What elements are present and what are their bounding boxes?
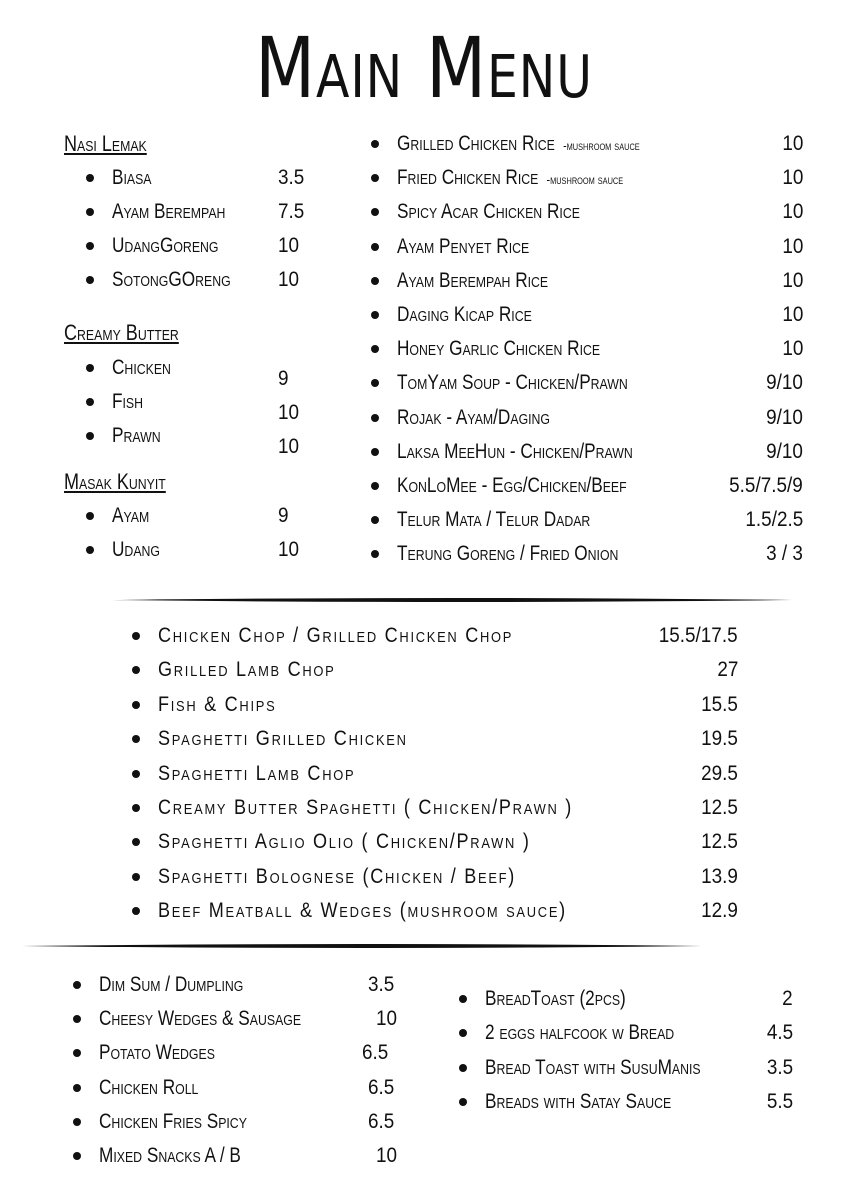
menu-item-name — [397, 298, 532, 332]
menu-item-price: 19.5 — [701, 727, 738, 751]
menu-item-price: 5.5 — [766, 1090, 793, 1114]
bullet-icon — [371, 414, 379, 422]
menu-item-price: 3.5 — [766, 1055, 793, 1079]
menu-item-name-text: Grilled Lamb Chop — [158, 658, 336, 682]
menu-item-name-text: SotongGOreng — [112, 268, 231, 291]
menu-item-price: 10 — [278, 435, 300, 458]
bullet-icon — [132, 770, 140, 778]
menu-item — [0, 1051, 848, 1085]
menu-item-name-text: Potato Wedges — [99, 1041, 215, 1065]
menu-item-name — [397, 230, 529, 264]
bullet-icon — [371, 345, 379, 353]
bullet-icon — [132, 666, 140, 674]
menu-item-name-text: Spaghetti Bolognese (Chicken / Beef) — [158, 864, 517, 888]
section-heading-creamy-butter: Creamy Butter — [64, 320, 179, 345]
menu-item-price: 2 — [782, 987, 793, 1010]
menu-item-name — [158, 894, 567, 928]
bullet-icon — [371, 516, 379, 524]
menu-item-name — [485, 982, 626, 1016]
menu-item-name — [397, 401, 550, 435]
menu-item — [0, 435, 848, 469]
menu-item-name-text: BreadToast (2pcs) — [485, 987, 626, 1010]
menu-item-name-text: Bread Toast with SusuManis — [485, 1055, 701, 1079]
bullet-icon — [371, 140, 379, 148]
menu-item-name-text: Chicken Chop / Grilled Chicken Chop — [158, 624, 514, 647]
menu-item-price: 9/10 — [766, 405, 803, 429]
menu-item-name — [158, 860, 516, 894]
section-divider — [112, 596, 792, 604]
menu-item — [0, 1016, 848, 1050]
menu-item-price: 10 — [278, 538, 300, 561]
menu-item — [0, 619, 848, 653]
menu-item-name — [485, 1016, 674, 1050]
menu-item-price: 10 — [781, 303, 803, 326]
menu-item-name — [158, 619, 513, 653]
menu-item-price: 27 — [716, 658, 738, 682]
menu-item-price: 6.5 — [368, 1109, 395, 1133]
menu-item — [0, 332, 848, 366]
menu-item — [0, 825, 848, 859]
menu-item-price: 13.9 — [701, 864, 738, 888]
menu-item-price: 6.5 — [368, 1075, 395, 1099]
menu-item-name — [397, 366, 628, 400]
menu-item-name-text: Udang — [112, 538, 160, 561]
menu-item — [0, 298, 848, 332]
menu-item — [0, 230, 848, 264]
menu-item-name — [99, 1139, 241, 1173]
menu-item-note: -mushroom sauce — [563, 138, 640, 153]
menu-item-name-text: Fried Chicken Rice — [397, 166, 539, 190]
menu-item-name-text: Spaghetti Lamb Chop — [158, 761, 356, 785]
bullet-icon — [73, 1152, 81, 1160]
menu-item-name-text: UdangGoreng — [112, 234, 219, 257]
menu-item — [0, 757, 848, 791]
bullet-icon — [371, 311, 379, 319]
menu-item-price: 5.5/7.5/9 — [729, 474, 803, 497]
menu-item-name-text: Spicy Acar Chicken Rice — [397, 200, 580, 224]
menu-item-name-text: Beef Meatball & Wedges (mushroom sauce) — [158, 899, 567, 923]
menu-item-name-text: 2 eggs halfcook w Bread — [485, 1021, 675, 1045]
menu-item — [0, 1139, 848, 1173]
menu-item-name-text: Telur Mata / Telur Dadar — [397, 508, 591, 532]
menu-item-name-text: TomYam Soup - Chicken/Prawn — [397, 371, 628, 395]
menu-item-name-text: Mixed Snacks A / B — [99, 1144, 241, 1167]
menu-item-price: 9 — [278, 504, 289, 527]
menu-item-name — [158, 791, 573, 825]
bullet-icon — [371, 277, 379, 285]
bullet-icon — [459, 1029, 467, 1037]
menu-item-name — [485, 1085, 671, 1119]
menu-item — [0, 537, 848, 571]
bullet-icon — [132, 838, 140, 846]
menu-item-price: 10 — [278, 234, 300, 257]
menu-item-name — [397, 469, 627, 503]
bullet-icon — [132, 873, 140, 881]
menu-item-price: 9/10 — [766, 371, 803, 395]
menu-item-price: 3.5 — [368, 973, 395, 996]
menu-item-name — [158, 757, 355, 791]
bullet-icon — [132, 701, 140, 709]
menu-item — [0, 195, 848, 229]
menu-item — [0, 860, 848, 894]
menu-item-name-text: Fish & Chips — [158, 692, 277, 716]
menu-item-price: 10 — [781, 166, 803, 190]
menu-item-price: 4.5 — [766, 1021, 793, 1045]
menu-item-price: 10 — [781, 132, 803, 155]
menu-item-name — [158, 688, 276, 722]
bullet-icon — [371, 174, 379, 182]
menu-item — [0, 366, 848, 400]
menu-item — [0, 161, 848, 195]
bullet-icon — [132, 907, 140, 915]
bullet-icon — [371, 208, 379, 216]
menu-item-name-text: Rojak - Ayam/Daging — [397, 405, 551, 429]
menu-item-name — [397, 435, 633, 469]
menu-item-name-text: Cheesy Wedges & Sausage — [99, 1007, 302, 1031]
bullet-icon — [132, 632, 140, 640]
menu-item-name-text: Terung Goreng / Fried Onion — [397, 542, 619, 566]
bullet-icon — [132, 735, 140, 743]
menu-item-name — [485, 1051, 701, 1085]
menu-item-price: 29.5 — [701, 761, 738, 785]
menu-item-name — [397, 264, 548, 298]
menu-item-name — [397, 332, 600, 366]
menu-item-name-text: Fish — [112, 390, 144, 413]
menu-item-name-text: Biasa — [112, 166, 152, 189]
bullet-icon — [459, 1064, 467, 1072]
menu-item — [0, 982, 848, 1016]
menu-item-name-text: Grilled Chicken Rice — [397, 132, 555, 155]
bullet-icon — [371, 243, 379, 251]
menu-item — [0, 722, 848, 756]
menu-item-name-text: Ayam Berempah Rice — [397, 268, 549, 292]
menu-item-name-text: Breads with Satay Sauce — [485, 1090, 672, 1114]
menu-item — [0, 653, 848, 687]
menu-item-price: 10 — [278, 401, 300, 424]
menu-item-price: 10 — [278, 268, 300, 291]
bullet-icon — [371, 482, 379, 490]
menu-item-name-text: Spaghetti Aglio Olio ( Chicken/Prawn ) — [158, 830, 531, 854]
menu-item-name-text: Daging Kicap Rice — [397, 303, 532, 326]
menu-item-price: 12.5 — [701, 830, 738, 854]
menu-item-name-text: Ayam — [112, 504, 150, 527]
menu-item-name-text: Chicken — [112, 356, 171, 379]
menu-item — [0, 469, 848, 503]
section-divider — [22, 942, 702, 950]
menu-item-name — [158, 825, 531, 859]
section-heading-nasi-lemak: Nasi Lemak — [64, 131, 147, 156]
menu-item-price: 10 — [781, 337, 803, 361]
menu-item — [0, 127, 848, 161]
menu-item-name — [158, 653, 335, 687]
menu-item — [0, 503, 848, 537]
menu-item — [0, 1085, 848, 1119]
menu-item-name-text: Creamy Butter Spaghetti ( Chicken/Prawn ) — [158, 796, 573, 819]
menu-item — [0, 264, 848, 298]
menu-item-name-text: Ayam Penyet Rice — [397, 234, 530, 258]
menu-item-price: 12.9 — [701, 899, 738, 923]
menu-item-price: 10 — [376, 1007, 398, 1031]
menu-item-name — [397, 503, 590, 537]
menu-item-price: 15.5/17.5 — [659, 624, 738, 647]
menu-item-name — [158, 722, 408, 756]
bullet-icon — [371, 379, 379, 387]
menu-item-name-text: Laksa MeeHun - Chicken/Prawn — [397, 439, 633, 463]
menu-item-price: 10 — [781, 234, 803, 258]
menu-item-name — [397, 195, 580, 229]
menu-item-price: 10 — [781, 268, 803, 292]
menu-item — [0, 894, 848, 928]
bullet-icon — [459, 1098, 467, 1106]
menu-item-name — [397, 127, 640, 163]
menu-item-name-text: Dim Sum / Dumpling — [99, 973, 244, 996]
bullet-icon — [459, 995, 467, 1003]
bullet-icon — [371, 550, 379, 558]
menu-item-name-text: Chicken Roll — [99, 1075, 199, 1099]
menu-item-price: 7.5 — [278, 200, 305, 223]
menu-item — [0, 401, 848, 435]
menu-item-price: 3.5 — [278, 166, 305, 189]
menu-item-price: 12.5 — [701, 796, 738, 819]
menu-item-price: 6.5 — [362, 1041, 389, 1065]
menu-item-price: 3 / 3 — [766, 542, 803, 566]
bullet-icon — [132, 804, 140, 812]
menu-item-note: -mushroom sauce — [546, 172, 624, 188]
menu-item-price: 9 — [278, 367, 289, 390]
menu-item-name-text: Spaghetti Grilled Chicken — [158, 727, 408, 751]
menu-item-name — [397, 537, 618, 571]
menu-item-price: 10 — [781, 200, 803, 224]
menu-item-name-text: Ayam Berempah — [112, 200, 226, 223]
bullet-icon — [371, 448, 379, 456]
menu-item-price: 9/10 — [766, 439, 803, 463]
menu-item-name-text: Honey Garlic Chicken Rice — [397, 337, 601, 361]
menu-item — [0, 688, 848, 722]
menu-item-name-text: Prawn — [112, 424, 161, 447]
menu-item-price: 10 — [376, 1144, 398, 1167]
section-heading-masak-kunyit: Masak Kunyit — [64, 469, 166, 494]
page-title: Main Menu — [255, 19, 593, 117]
menu-item-price: 15.5 — [701, 692, 738, 716]
menu-item-name-text: Chicken Fries Spicy — [99, 1109, 247, 1133]
menu-item-price: 1.5/2.5 — [745, 508, 803, 532]
menu-item — [0, 791, 848, 825]
menu-item-name-text: KonLoMee - Egg/Chicken/Beef — [397, 474, 627, 497]
menu-item-name — [397, 161, 623, 197]
